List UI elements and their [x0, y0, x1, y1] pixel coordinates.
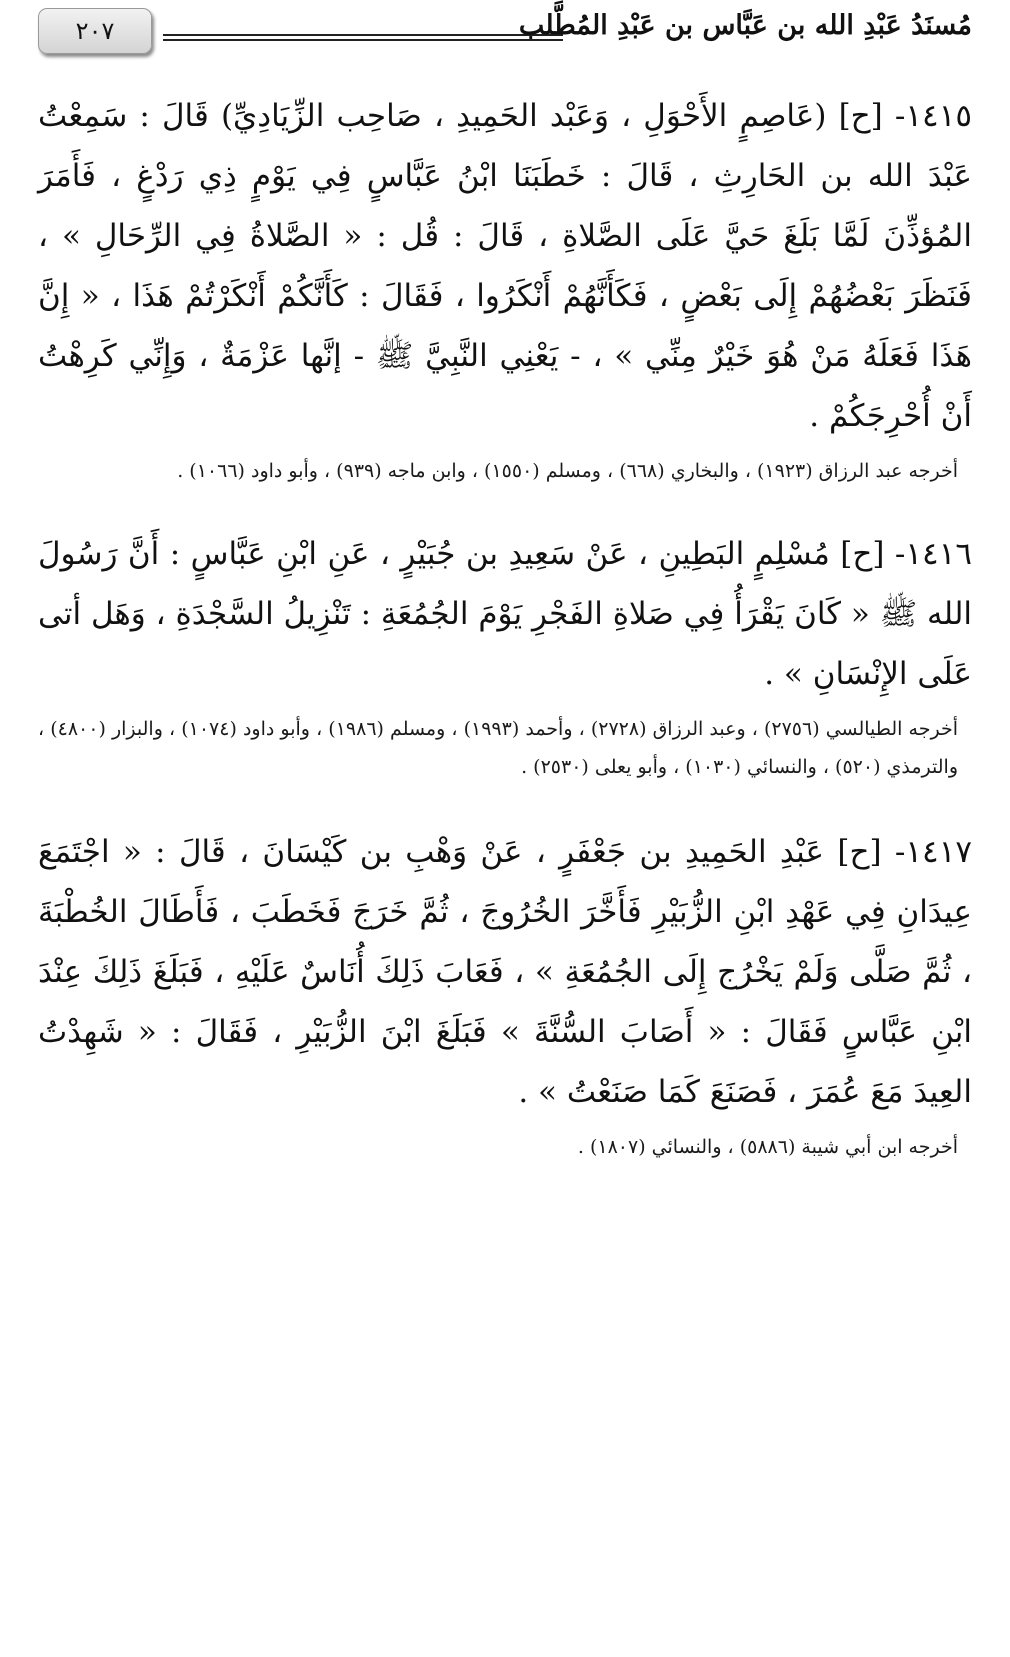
hadith-1415: ١٤١٥- [ح] (عَاصِمٍ الأَحْوَلِ ، وَعَبْد الحَمِيدِ ، صَاحِب الزِّيَادِيِّ) قَالَ : سَمِعْتُ عَبْدَ الله بن الحَارِثِ ، قَالَ : خَطَبَنَا ابْنُ عَبَّاسٍ فِي يَوْمٍ ذِي رَدْغٍ ، فَأَمَرَ المُؤذِّنَ لَمَّا بَلَغَ حَيَّ عَلَى الصَّلاةِ ، قَالَ : قُل : « الصَّلاةُ فِي الرِّحَالِ » ، فَنَظَرَ بَعْضُهُمْ إِلَى بَعْضٍ ، فَكَأَنَّهُمْ أَنْكَرُوا ، فَقَالَ : كَأَنَّكُمْ أَنْكَرْتُمْ هَذَا ، « إِنَّ هَذَا فَعَلَهُ مَنْ هُوَ خَيْرٌ مِنِّي » ، - يَعْنِي النَّبِيَّ ﷺ - إنَّها عَزْمَةٌ ، وَإِنِّي كَرِهْتُ أَنْ أُحْرِجَكُمْ . — [38, 98, 972, 434]
entry-spacer — [38, 786, 972, 822]
entry-spacer — [38, 490, 972, 524]
header-double-rule — [163, 34, 563, 41]
page-number: ٢٠٧ — [38, 8, 152, 54]
hadith-1416: ١٤١٦- [ح] مُسْلِمٍ البَطِينِ ، عَنْ سَعِيدِ بن جُبَيْرٍ ، عَنِ ابْنِ عَبَّاسٍ : أَنَّ رَسُولَ الله ﷺ « كَانَ يَقْرَأُ فِي صَلاةِ الفَجْرِ يَوْمَ الجُمُعَةِ : تَنْزِيلُ السَّجْدَةِ ، وَهَل أتى عَلَى الإِنْسَانِ » . — [38, 536, 972, 692]
hadith-1417: ١٤١٧- [ح] عَبْدِ الحَمِيدِ بن جَعْفَرٍ ، عَنْ وَهْبِ بن كَيْسَانَ ، قَالَ : « اجْتَمَعَ عِيدَانِ فِي عَهْدِ ابْنِ الزُّبَيْرِ فَأَخَّرَ الخُرُوجَ ، ثُمَّ خَرَجَ فَخَطَبَ ، فَأَطَالَ الخُطْبَةَ ، ثُمَّ صَلَّى وَلَمْ يَخْرُج إِلَى الجُمُعَةِ » ، فَعَابَ ذَلِكَ أُنَاسٌ عَلَيْهِ ، فَبَلَغَ ذَلِكَ عِنْدَ ابْنِ عَبَّاسٍ فَقَالَ : « أَصَابَ السُّنَّةَ » فَبَلَغَ ابْنَ الزُّبَيْرِ ، فَقَالَ : « شَهِدْتُ العِيدَ مَعَ عُمَرَ ، فَصَنَعَ كَمَا صَنَعْتُ » . — [38, 834, 972, 1110]
takhrij-1417: أخرجه ابن أبي شيبة (٥٨٨٦) ، والنسائي (١٨٠٧) . — [577, 1136, 958, 1158]
takhrij-1416: أخرجه الطيالسي (٢٧٥٦) ، وعبد الرزاق (٢٧٢٨) ، وأحمد (١٩٩٣) ، ومسلم (١٩٨٦) ، وأبو داود (١٠٧٤) ، والبزار (٤٨٠٠) ، والترمذي (٥٢٠) ، والنسائي (١٠٣٠) ، وأبو يعلى (٢٥٣٠) . — [38, 718, 958, 778]
page-content — [38, 86, 972, 1166]
running-title: مُسنَدُ عَبْدِ الله بن عَبَّاس بن عَبْدِ المُطَّلب — [518, 10, 972, 41]
takhrij-1415: أخرجه عبد الرزاق (١٩٢٣) ، والبخاري (٦٦٨) ، ومسلم (١٥٥٠) ، وابن ماجه (٩٣٩) ، وأبو داود (١٠٦٦) . — [177, 460, 958, 482]
page-header — [38, 8, 972, 62]
